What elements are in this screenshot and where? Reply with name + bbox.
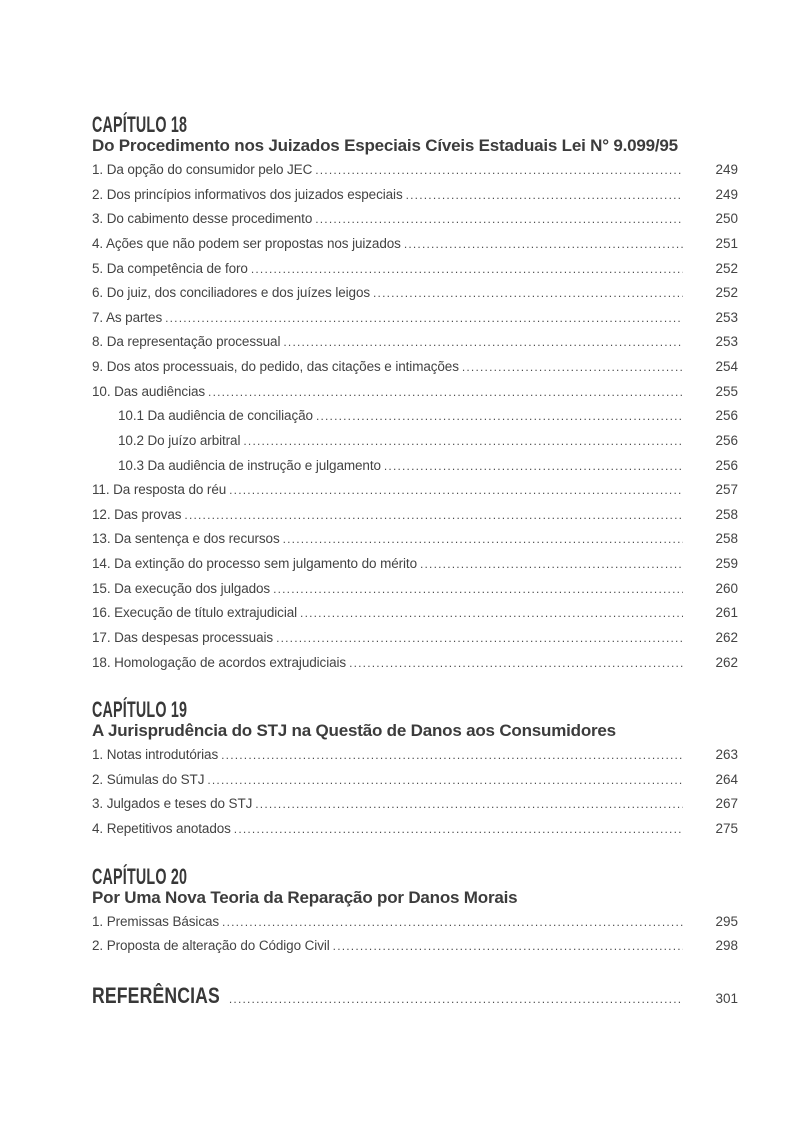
toc-entry-page-number: 259 bbox=[715, 556, 738, 571]
toc-entry-page-number: 252 bbox=[715, 260, 738, 276]
toc-entry-page-number: 253 bbox=[715, 309, 738, 325]
toc-row bbox=[92, 768, 738, 793]
toc-row bbox=[92, 232, 738, 257]
toc-entry-label: 2. Súmulas do STJ bbox=[92, 771, 205, 787]
toc-entry-label: 12. Das provas bbox=[92, 506, 182, 522]
toc-row bbox=[92, 552, 738, 577]
toc-entry-label: 10. Das audiências bbox=[92, 383, 206, 399]
chapter-sections bbox=[92, 112, 738, 959]
toc-row bbox=[92, 478, 738, 503]
chapter-label: CAPÍTULO 19 bbox=[92, 697, 188, 723]
toc-entry-page-number: 256 bbox=[715, 457, 738, 473]
dot-leader bbox=[207, 768, 683, 793]
toc-entry-page-number: 262 bbox=[715, 629, 738, 645]
toc-entry-label: 1. Notas introdutórias bbox=[92, 747, 219, 763]
toc-entry-label: 17. Das despesas processuais bbox=[92, 629, 274, 645]
toc-entry-page-number: 295 bbox=[715, 913, 738, 929]
chapter-title: A Jurisprudência do STJ na Questão de Danos aos Consumidores bbox=[92, 721, 616, 741]
toc-row bbox=[92, 454, 738, 479]
toc-row bbox=[92, 207, 738, 232]
dot-leader bbox=[221, 743, 683, 768]
toc-entry-page-number: 257 bbox=[715, 482, 738, 498]
dot-leader bbox=[404, 232, 683, 257]
dot-leader bbox=[333, 934, 683, 959]
toc-entry-label: 3. Julgados e teses do STJ bbox=[92, 796, 253, 812]
toc-row bbox=[92, 910, 738, 935]
toc-entry-page-number: 254 bbox=[715, 359, 738, 374]
toc-entry-page-number: 255 bbox=[715, 383, 738, 399]
toc-entry-label: 3. Do cabimento desse procedimento bbox=[92, 211, 313, 227]
toc-entry-page-number: 251 bbox=[715, 235, 738, 251]
dot-leader bbox=[406, 183, 683, 208]
references-label: REFERÊNCIAS bbox=[92, 982, 220, 1008]
dot-leader bbox=[229, 478, 683, 503]
toc-entry-label: 15. Da execução dos julgados bbox=[92, 580, 271, 596]
toc-entry-label: 10.2 Do juízo arbitral bbox=[118, 432, 241, 448]
dot-leader bbox=[222, 910, 683, 935]
chapter-title: Do Procedimento nos Juizados Especiais Cíveis Estaduais Lei N° 9.099/95 bbox=[92, 136, 678, 155]
dot-leader bbox=[208, 380, 683, 405]
toc-entry-label: 4. Ações que não podem ser propostas nos juizados bbox=[92, 235, 401, 251]
dot-leader bbox=[229, 987, 683, 1012]
chapter-section bbox=[92, 863, 738, 959]
dot-leader bbox=[373, 281, 683, 306]
toc-row bbox=[92, 281, 738, 306]
chapter-label: CAPÍTULO 20 bbox=[92, 863, 188, 889]
toc-entry-label: 10.1 Da audiência de conciliação bbox=[118, 408, 313, 424]
chapter-label: CAPÍTULO 18 bbox=[92, 112, 188, 137]
toc-row bbox=[92, 651, 738, 676]
chapter-toc-rows bbox=[92, 743, 738, 842]
chapter-toc-rows bbox=[92, 158, 738, 675]
toc-entry-page-number: 261 bbox=[715, 605, 738, 621]
dot-leader bbox=[184, 503, 683, 528]
chapter-toc-rows bbox=[92, 910, 738, 959]
toc-entry-label: 14. Da extinção do processo sem julgamento do mérito bbox=[92, 556, 417, 571]
toc-entry-page-number: 253 bbox=[715, 334, 738, 350]
toc-entry-label: 7. As partes bbox=[92, 309, 163, 325]
toc-entry-page-number: 275 bbox=[715, 821, 738, 836]
dot-leader bbox=[283, 330, 683, 355]
toc-row bbox=[92, 934, 738, 959]
toc-entry-label: 9. Dos atos processuais, do pedido, das citações e intimações bbox=[92, 359, 459, 374]
dot-leader bbox=[384, 454, 683, 479]
dot-leader bbox=[420, 552, 683, 577]
toc-entry-page-number: 249 bbox=[715, 186, 738, 202]
toc-entry-label: 10.3 Da audiência de instrução e julgamento bbox=[118, 457, 381, 473]
dot-leader bbox=[300, 601, 683, 626]
toc-row bbox=[92, 577, 738, 602]
toc-entry-page-number: 256 bbox=[715, 432, 738, 448]
references-page-number: 301 bbox=[715, 990, 738, 1006]
toc-row bbox=[92, 527, 738, 552]
toc-entry-label: 1. Da opção do consumidor pelo JEC bbox=[92, 162, 313, 177]
toc-row bbox=[92, 626, 738, 651]
dot-leader bbox=[316, 404, 683, 429]
dot-leader bbox=[276, 626, 683, 651]
chapter-section bbox=[92, 112, 738, 675]
dot-leader bbox=[315, 207, 683, 232]
toc-row bbox=[92, 429, 738, 454]
dot-leader bbox=[234, 817, 683, 842]
toc-row bbox=[92, 743, 738, 768]
toc-entry-label: 2. Dos princípios informativos dos juizados especiais bbox=[92, 186, 403, 202]
toc-entry-label: 1. Premissas Básicas bbox=[92, 913, 220, 929]
toc-row bbox=[92, 404, 738, 429]
toc-row bbox=[92, 380, 738, 405]
toc-entry-page-number: 264 bbox=[715, 771, 738, 787]
dot-leader bbox=[251, 257, 683, 282]
toc-entry-page-number: 250 bbox=[715, 211, 738, 227]
toc-row bbox=[92, 503, 738, 528]
chapter-title: Por Uma Nova Teoria da Reparação por Danos Morais bbox=[92, 887, 518, 907]
dot-leader bbox=[462, 355, 683, 380]
toc-entry-page-number: 260 bbox=[715, 580, 738, 596]
chapter-section bbox=[92, 697, 738, 842]
toc-entry-page-number: 263 bbox=[715, 747, 738, 763]
toc-entry-page-number: 258 bbox=[715, 531, 738, 547]
toc-entry-page-number: 258 bbox=[715, 506, 738, 522]
toc-entry-label: 6. Do juiz, dos conciliadores e dos juízes leigos bbox=[92, 285, 371, 301]
toc-entry-label: 4. Repetitivos anotados bbox=[92, 821, 231, 836]
references-row bbox=[92, 984, 738, 1009]
toc-entry-page-number: 298 bbox=[715, 938, 738, 954]
toc-row bbox=[92, 158, 738, 183]
toc-entry-page-number: 267 bbox=[715, 796, 738, 812]
dot-leader bbox=[165, 306, 683, 331]
toc-entry-label: 13. Da sentença e dos recursos bbox=[92, 531, 280, 547]
toc-entry-label: 16. Execução de título extrajudicial bbox=[92, 605, 298, 621]
toc-row bbox=[92, 257, 738, 282]
toc-row bbox=[92, 601, 738, 626]
toc-row bbox=[92, 792, 738, 817]
toc-row bbox=[92, 817, 738, 842]
dot-leader bbox=[255, 792, 683, 817]
dot-leader bbox=[315, 158, 683, 183]
toc-entry-label: 2. Proposta de alteração do Código Civil bbox=[92, 938, 330, 954]
toc-entry-label: 8. Da representação processual bbox=[92, 334, 281, 350]
toc-entry-label: 11. Da resposta do réu bbox=[92, 482, 227, 498]
dot-leader bbox=[273, 577, 683, 602]
dot-leader bbox=[283, 527, 683, 552]
toc-entry-page-number: 252 bbox=[715, 285, 738, 301]
dot-leader bbox=[243, 429, 683, 454]
toc-row bbox=[92, 183, 738, 208]
toc-row bbox=[92, 306, 738, 331]
toc-entry-label: 5. Da competência de foro bbox=[92, 260, 248, 276]
toc-entry-label: 18. Homologação de acordos extrajudiciais bbox=[92, 654, 347, 670]
toc-entry-page-number: 262 bbox=[715, 654, 738, 670]
toc-entry-page-number: 256 bbox=[715, 408, 738, 424]
dot-leader bbox=[349, 651, 683, 676]
toc-row bbox=[92, 330, 738, 355]
toc-entry-page-number: 249 bbox=[715, 162, 738, 177]
toc-row bbox=[92, 355, 738, 380]
